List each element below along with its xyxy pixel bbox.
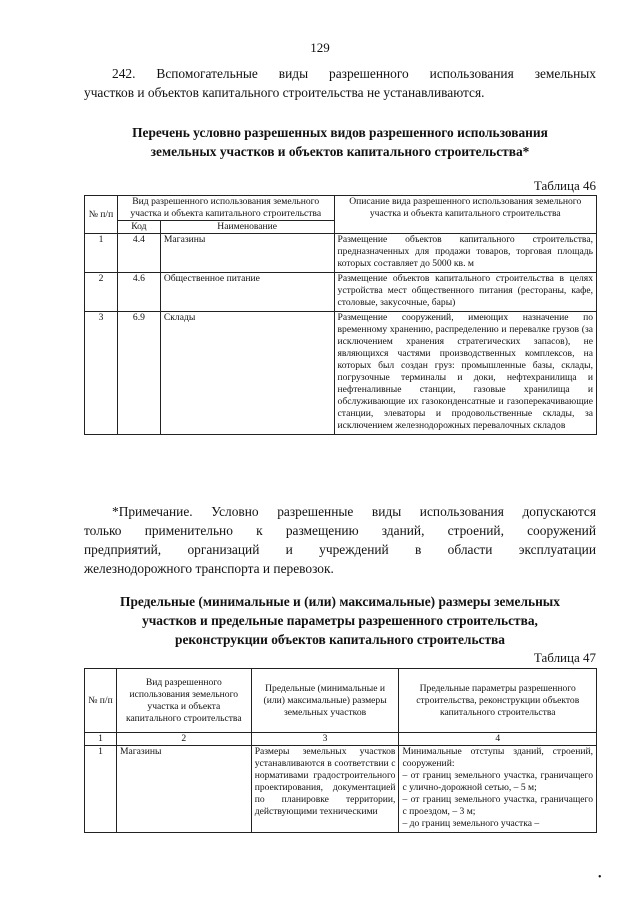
table47-colnum-row: [85, 733, 597, 746]
table46-row1-desc: Размещение объектов капитального строительства, предназначенных для продажи товаров, торговая площадь которых составляет до 5000 кв. м: [334, 234, 596, 273]
heading-table47: [70, 592, 610, 649]
table47-row1-razm: Размеры земельных участков устанавливаются в соответствии с нормативами градостроительного проектирования, документацией по планировке территории, действующими техническими: [251, 746, 399, 833]
table47-colnum-1: 1: [85, 733, 117, 746]
table47-row1-param: [399, 746, 597, 833]
intro-paragraph: [112, 64, 596, 83]
heading1-line1: Перечень условно разрешенных видов разрешенного использования: [132, 125, 548, 140]
table46-row3-num: 3: [85, 312, 118, 435]
page-number: 129: [310, 40, 330, 55]
table47-param-intro: Минимальные отступы зданий, строений, сооружений:: [402, 746, 593, 769]
table46-label: Таблица 46: [533, 178, 596, 193]
table-46: [84, 195, 597, 435]
heading2-line2: участков и предельные параметры разрешенного строительства,: [142, 613, 538, 628]
table46-row3-kod: 6.9: [117, 312, 160, 435]
note-line-1: *Примечание. Условно разрешенные виды использования допускаются: [112, 504, 596, 519]
table46-header-row: [85, 196, 597, 221]
table-47: [84, 668, 597, 833]
intro-line-1: 242. Вспомогательные виды разрешенного использования земельных: [112, 66, 596, 81]
table47-row1-vid: Магазины: [116, 746, 251, 833]
table-row: [85, 746, 597, 833]
intro-paragraph-cont: [84, 83, 596, 102]
table47-header-razm: Предельные (минимальные и (или) максимальные) размеры земельных участков: [251, 669, 399, 733]
table46-header-opis: Описание вида разрешенного использования земельного участка и объекта капитального строительства: [334, 196, 596, 234]
table47-colnum-3: 3: [251, 733, 399, 746]
note-line-2: только применительно к размещению зданий, строений, сооружений: [84, 523, 596, 538]
table47-colnum-4: 4: [399, 733, 597, 746]
table46-row2-desc: Размещение объектов капитального строительства в целях устройства мест общественного питания (рестораны, кафе, столовые, закусочные, бары): [334, 273, 596, 312]
table-row: [85, 234, 597, 273]
table47-colnum-2: 2: [116, 733, 251, 746]
table46-header-kod: Код: [117, 221, 160, 234]
table46-row3-desc: Размещение сооружений, имеющих назначение по временному хранению, распределению и перевалке грузов (за исключением хранения стратегических запасов), не являющихся частями производственных комплексов, на которых был создан груз: промышленные базы, склады, погрузочные терминалы и доки, нефтехранилища и нефтеналивные станции, газовые хранилища и обслуживающие их газоконденсатные и газоперекачивающие станции, элеваторы и продовольственные склады, за исключением железнодорожных перевалочных складов: [334, 312, 596, 435]
table47-param-item-1: – от границ земельного участка, граничащего с улично-дорожной сетью, – 5 м;: [402, 770, 593, 793]
note-line-4: железнодорожного транспорта и перевозок.: [84, 561, 334, 576]
corner-mark: •: [598, 872, 602, 883]
table47-header-vid: Вид разрешенного использования земельного участка и объекта капитального строительства: [116, 669, 251, 733]
table47-row1-num: 1: [85, 746, 117, 833]
table46-header-num: № п/п: [85, 196, 118, 234]
heading-table46: [70, 123, 610, 161]
heading1-line2: земельных участков и объектов капитального строительства*: [150, 144, 530, 159]
table46-header-vid: Вид разрешенного использования земельного участка и объекта капитального строительства: [117, 196, 334, 221]
heading2-line3: реконструкции объектов капитального строительства: [175, 632, 505, 647]
intro-line-2: участков и объектов капитального строительства не устанавливаются.: [84, 85, 485, 100]
table46-row3-name: Склады: [160, 312, 334, 435]
table46-row2-num: 2: [85, 273, 118, 312]
table46-row2-name: Общественное питание: [160, 273, 334, 312]
table47-label: Таблица 47: [533, 650, 596, 665]
table46-header-naim: Наименование: [160, 221, 334, 234]
table46-row1-num: 1: [85, 234, 118, 273]
heading2-line1: Предельные (минимальные и (или) максимальные) размеры земельных: [120, 594, 560, 609]
table46-row2-kod: 4.6: [117, 273, 160, 312]
table46-row1-name: Магазины: [160, 234, 334, 273]
note-line-3: предприятий, организаций и учреждений в области эксплуатации: [84, 542, 596, 557]
table-row: [85, 312, 597, 435]
table47-header-param: Предельные параметры разрешенного строительства, реконструкции объектов капитального строительства: [399, 669, 597, 733]
table47-header-row: [85, 669, 597, 733]
note-paragraph-cont: [84, 521, 596, 578]
table46-row1-kod: 4.4: [117, 234, 160, 273]
table47-header-num: № п/п: [85, 669, 117, 733]
note-paragraph: [112, 502, 596, 521]
table47-param-item-3: – до границ земельного участка –: [402, 818, 540, 829]
table47-param-item-2: – от границ земельного участка, граничащего с проездом, – 3 м;: [402, 794, 593, 817]
table-row: [85, 273, 597, 312]
